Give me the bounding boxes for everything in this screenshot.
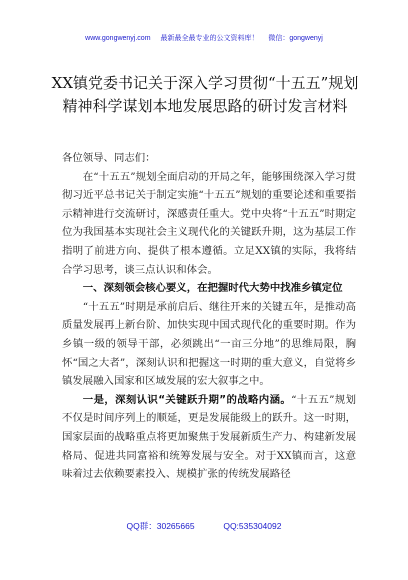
footer-banner [0, 521, 408, 532]
paragraph-point-1 [62, 391, 356, 484]
paragraph-section-1: “十五五”时期是承前启后、继往开来的关键五年，是推动高质量发展再上新台阶、加快实现中国式现代化的重要时期。作为乡镇一级的领导干部，必须跳出“一亩三分地”的思维局限，胸怀“国之大者”，深刻认识和把握这一时期的重大意义，自觉将乡镇发展融入国家和区域发展的宏大叙事之中。 [62, 300, 356, 388]
site-url-link[interactable]: www.gongwenyj.com [85, 35, 151, 42]
point-1-lead: 一是，深刻认识“关键跃升期”的战略内涵。 [82, 393, 292, 406]
point-1-text: “十五五”规划不仅是时间序列上的顺延，更是发展能级上的跃升。这一时期，国家层面的战略重点将更加聚焦于发展新质生产力、构建新发展格局、促进共同富裕和统筹发展与安全。对于XX镇而言，这意味着过去依赖要素投入、规模扩张的传统发展路径 [62, 393, 357, 481]
salutation: 各位领导、同志们： [62, 152, 156, 164]
site-slogan: 最新最全最专业的公文资料库！ [160, 35, 259, 42]
header-banner [0, 34, 408, 43]
section-heading-1: 一、深刻领会核心要义，在把握时代大势中找准乡镇定位 [82, 282, 343, 295]
paragraph-intro: 在“十五五”规划全面启动的开局之年，能够围绕深入学习贯彻习近平总书记关于制定实施“十五五”规划的重要论述和重要指示精神进行交流研讨，深感责任重大。党中央将“十五五”时期定位为我国基本实现社会主义现代化的关键跃升期，这为基层工作指明了前进方向、提供了根本遵循。立足XX镇的实际，我将结合学习思考，谈三点认识和体会。 [62, 170, 356, 276]
document-body [62, 149, 356, 484]
qq-group: QQ群：30265665 [126, 521, 195, 531]
wechat-id: 微信：gongwenyj [268, 35, 323, 42]
qq-number: QQ:535304092 [223, 521, 282, 531]
document-title: XX镇党委书记关于深入学习贯彻“十五五”规划精神科学谋划本地发展思路的研讨发言材料 [51, 74, 359, 115]
